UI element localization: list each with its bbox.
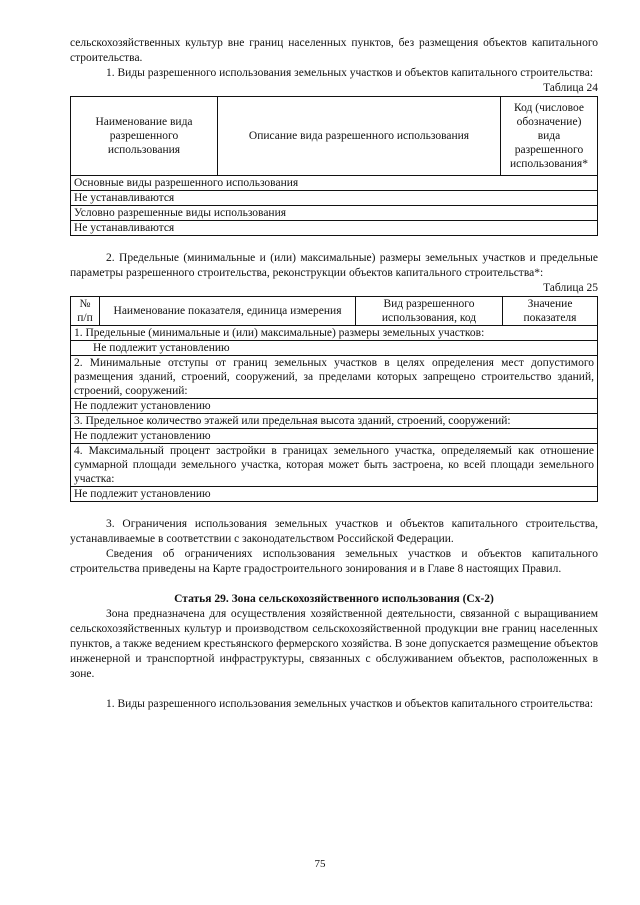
table24-caption: Таблица 24 bbox=[543, 82, 598, 94]
paragraph-2: 2. Предельные (минимальные и (или) максимальные) размеры земельных участков и предельные параметры разрешенного строительства, реконструкции объектов капитального строительства*: bbox=[70, 252, 598, 279]
table24-row: Не устанавливаются bbox=[71, 191, 598, 206]
article-title: Статья 29. Зона сельскохозяйственного использования (Сх-2) bbox=[174, 593, 494, 605]
table24-row: Основные виды разрешенного использования bbox=[71, 176, 598, 191]
table25-row: 4. Максимальный процент застройки в границах земельного участка, определяемый как отношение суммарной площади земельного участка, которая может быть застроена, ко всей площади земельного участка: bbox=[71, 444, 598, 487]
table25-header-use-type: Вид разрешенного использования, код bbox=[356, 297, 503, 326]
table25-header-indicator: Наименование показателя, единица измерения bbox=[100, 297, 356, 326]
table25-row: 3. Предельное количество этажей или предельная высота зданий, строений, сооружений: bbox=[71, 414, 598, 429]
intro-paragraph-2: 1. Виды разрешенного использования земельных участков и объектов капитального строительства: bbox=[106, 67, 594, 79]
table24-row: Не устанавливаются bbox=[71, 221, 598, 236]
table24-header-name: Наименование вида разрешенного использования bbox=[71, 97, 218, 176]
table25-caption: Таблица 25 bbox=[543, 282, 598, 294]
intro-paragraph-1: сельскохозяйственных культур вне границ населенных пунктов, без размещения объектов капитального строительства. bbox=[70, 37, 598, 64]
table25-row: 1. Предельные (минимальные и (или) максимальные) размеры земельных участков: bbox=[71, 326, 598, 341]
table25-row: Не подлежит установлению bbox=[71, 487, 598, 502]
table25-row: Не подлежит установлению bbox=[71, 341, 598, 356]
document-page bbox=[70, 36, 598, 712]
page-number: 75 bbox=[314, 858, 326, 870]
table25-header-value: Значение показателя bbox=[503, 297, 598, 326]
table25-row: 2. Минимальные отступы от границ земельных участков в целях определения мест допустимого размещения зданий, строений, сооружений, за пределами которых запрещено строительство зданий, строений, сооружений: bbox=[71, 356, 598, 399]
paragraph-4: Сведения об ограничениях использования земельных участков и объектов капитального строительства приведены на Карте градостроительного зонирования и в Главе 8 настоящих Правил. bbox=[70, 548, 598, 575]
table-24 bbox=[70, 96, 598, 236]
article-subsection-1: 1. Виды разрешенного использования земельных участков и объектов капитального строительства: bbox=[106, 698, 594, 710]
article-body: Зона предназначена для осуществления хозяйственной деятельности, связанной с выращиванием сельскохозяйственных культур и производством сельскохозяйственной продукции вне границ населенных пунктов, а также ведением крестьянского фермерского хозяйства. В зоне допускается размещение объектов инженерной и транспортной инфраструктуры, связанных с обслуживанием объектов, расположенных в зоне. bbox=[70, 608, 598, 680]
table24-header-code: Код (числовое обозначение) вида разрешенного использования* bbox=[501, 97, 598, 176]
table25-row: Не подлежит установлению bbox=[71, 429, 598, 444]
table-25 bbox=[70, 296, 598, 502]
table24-header-description: Описание вида разрешенного использования bbox=[218, 97, 501, 176]
table24-row: Условно разрешенные виды использования bbox=[71, 206, 598, 221]
table25-header-number: № п/п bbox=[71, 297, 100, 326]
paragraph-3: 3. Ограничения использования земельных участков и объектов капитального строительства, устанавливаемые в соответствии с законодательством Российской Федерации. bbox=[70, 518, 598, 545]
table25-row: Не подлежит установлению bbox=[71, 399, 598, 414]
